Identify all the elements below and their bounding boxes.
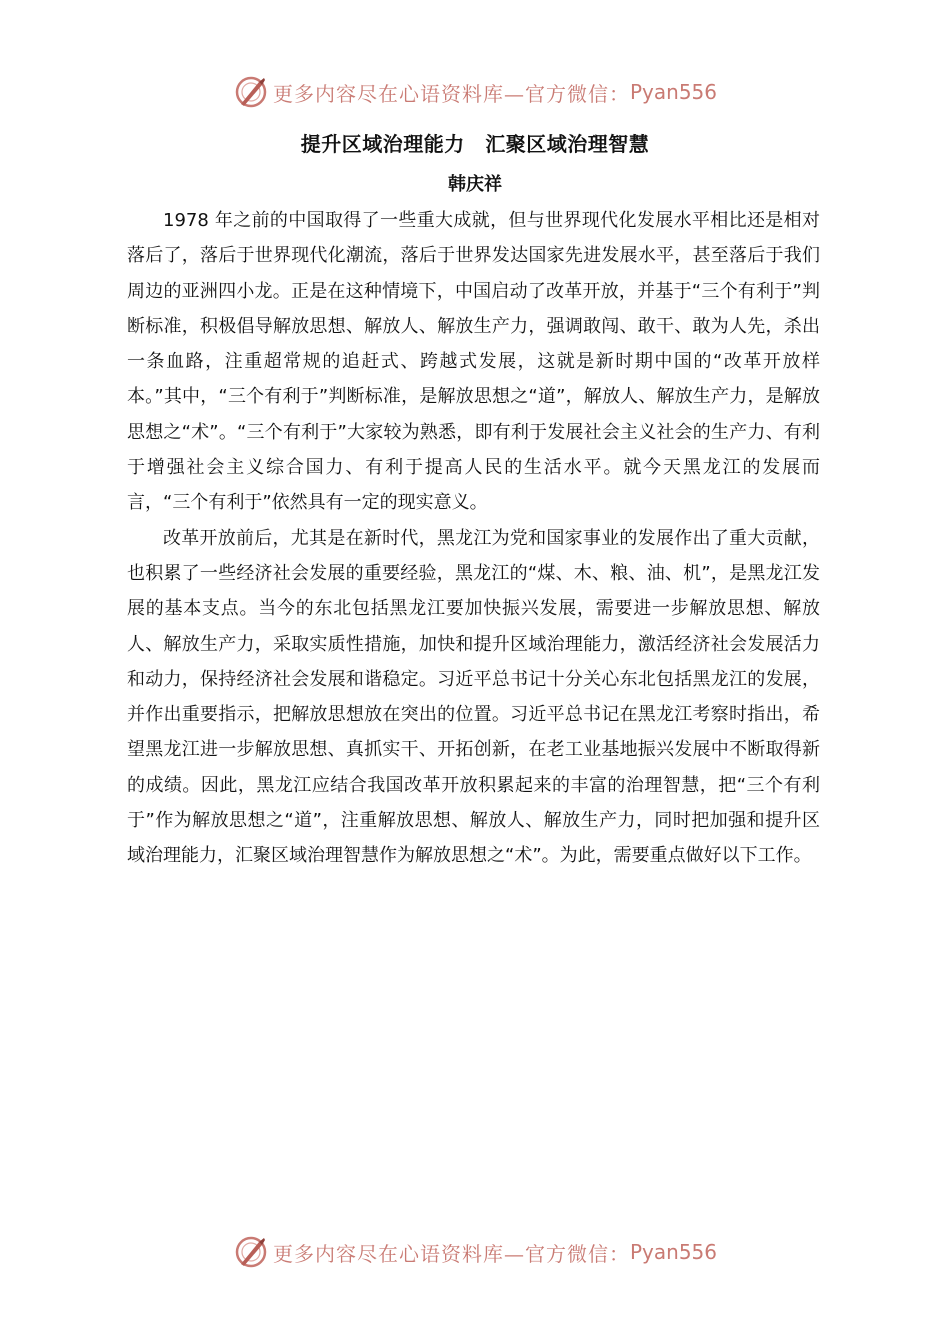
article-body [127, 203, 820, 874]
watermark-text: 更多内容尽在心语资料库—官方微信： [272, 1241, 630, 1266]
paragraph: 改革开放前后，尤其是在新时代，黑龙江为党和国家事业的发展作出了重大贡献，也积累了一些经济社会发展的重要经验，黑龙江的“煤、木、粮、油、机”，是黑龙江发展的基本支点。当今的东北包括黑龙江要加快振兴发展，需要进一步解放思想、解放人、解放生产力，采取实质性措施，加快和提升区域治理能力，激活经济社会发展活力和动力，保持经济社会发展和谐稳定。习近平总书记十分关心东北包括黑龙江的发展，并作出重要指示，把解放思想放在突出的位置。习近平总书记在黑龙江考察时指出，希望黑龙江进一步解放思想、真抓实干、开拓创新，在老工业基地振兴发展中不断取得新的成绩。因此，黑龙江应结合我国改革开放积累起来的丰富的治理智慧，把“三个有利于”作为解放思想之“道”，注重解放思想、解放人、解放生产力，同时把加强和提升区域治理能力，汇聚区域治理智慧作为解放思想之“术”。为此，需要重点做好以下工作。 [127, 527, 820, 867]
watermark-wechat-id: Pyan556 [629, 1240, 717, 1264]
paragraph: 1978 年之前的中国取得了一些重大成就，但与世界现代化发展水平相比还是相对落后了，落后于世界现代化潮流，落后于世界发达国家先进发展水平，甚至落后于我们周边的亚洲四小龙。正是在这种情境下，中国启动了改革开放，并基于“三个有利于”判断标准，积极倡导解放思想、解放人、解放生产力，强调敢闯、敢干、敢为人先，杀出一条血路，注重超常规的追赶式、跨越式发展，这就是新时期中国的“改革开放样本。”其中，“三个有利于”判断标准，是解放思想之“道”，解放人、解放生产力，是解放思想之“术”。“三个有利于”大家较为熟悉，即有利于发展社会主义社会的生产力、有利于增强社会主义综合国力、有利于提高人民的生活水平。就今天黑龙江的发展而言，“三个有利于”依然具有一定的现实意义。 [127, 210, 820, 514]
watermark-wechat-id: Pyan556 [629, 80, 717, 104]
pen-nib-logo-icon [233, 74, 269, 110]
article-author: 韩庆祥 [448, 174, 502, 195]
pen-nib-logo-icon [233, 1234, 269, 1270]
article-title: 提升区域治理能力 汇聚区域治理智慧 [300, 132, 650, 156]
watermark-text: 更多内容尽在心语资料库—官方微信： [272, 81, 630, 106]
footer-watermark [0, 1232, 950, 1272]
header-watermark [0, 72, 950, 112]
